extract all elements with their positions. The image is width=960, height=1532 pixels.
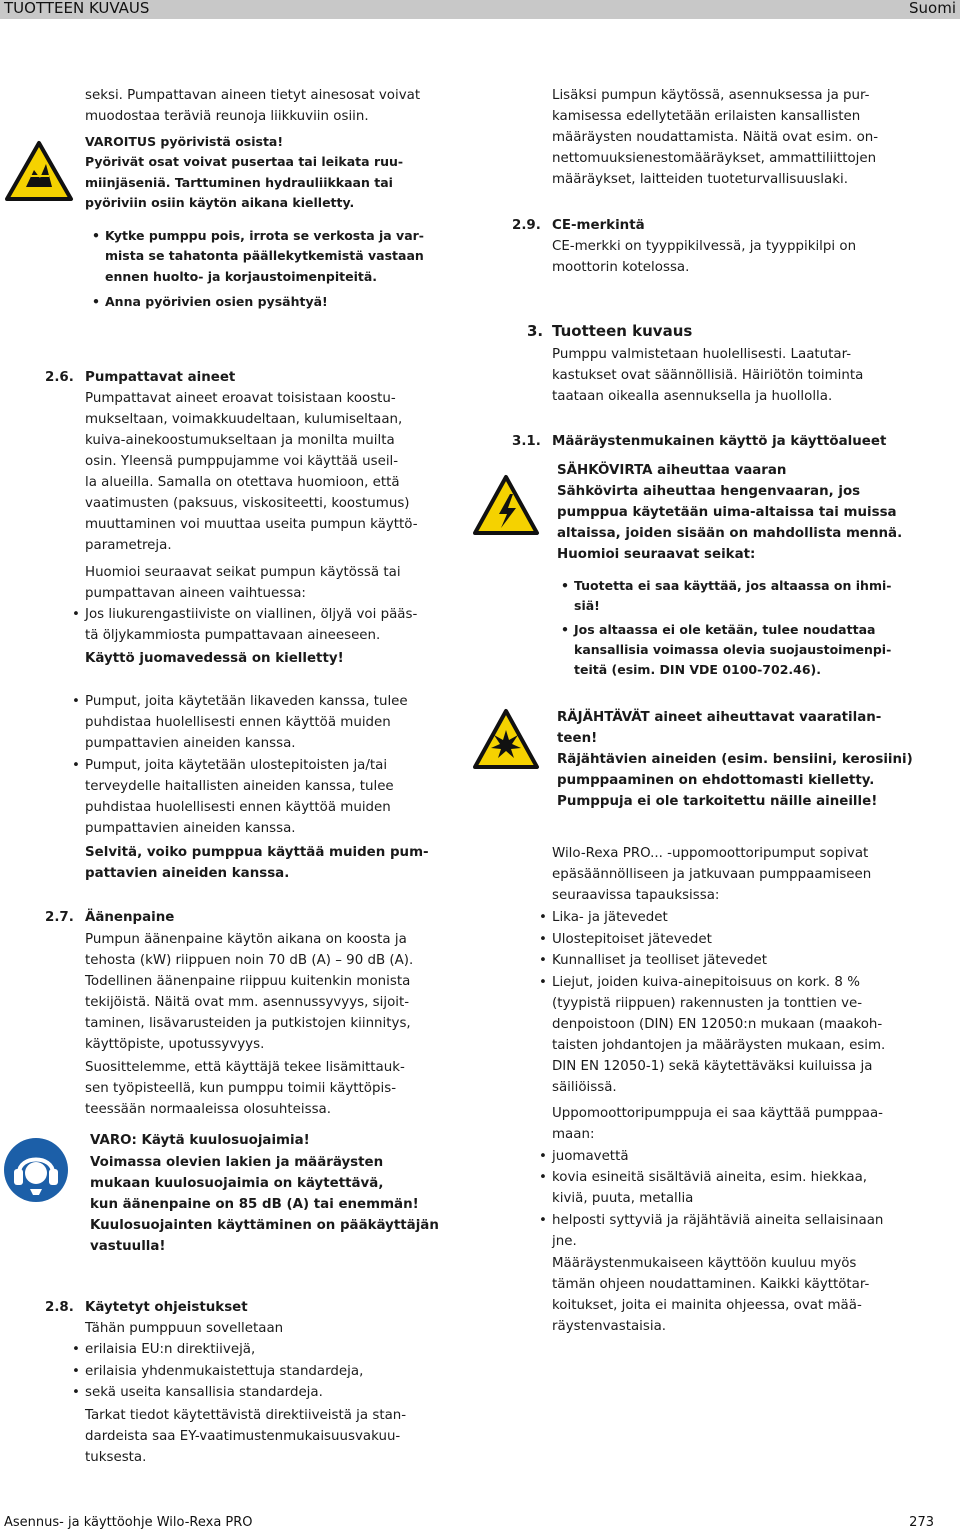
paragraph-line: käyttöpiste, upotussyvyys.: [85, 1037, 265, 1052]
paragraph-line: määräysten noudattamista. Näitä ovat esim. on-: [552, 130, 879, 145]
list-item: • Liejut, joiden kuiva-ainepitoisuus on kork. 8 %: [552, 972, 860, 993]
paragraph-line: dardeista saa EY-vaatimustenmukaisuusvakuu-: [85, 1429, 401, 1444]
page-footer: [4, 1515, 934, 1530]
warning-text: Kuulosuojainten käyttäminen on pääkäyttäjän: [90, 1218, 439, 1233]
list-item: • Pumput, joita käytetään ulostepitoisten ja/tai: [85, 755, 387, 776]
list-item: kiviä, puuta, metallia: [552, 1191, 694, 1206]
list-item: tä öljykammiosta pumpattavaan aineeseen.: [85, 628, 381, 643]
paragraph-line: Wilo-Rexa PRO... -uppomoottoripumput sopivat: [552, 846, 869, 861]
warning-text: Pumppuja ei ole tarkoitettu näille aineille!: [557, 794, 878, 809]
section-title: Käytetyt ohjeistukset: [85, 1300, 248, 1315]
paragraph-line: Suosittelemme, että käyttäjä tekee lisämittauk-: [85, 1060, 405, 1075]
paragraph-line: tekijöistä. Näitä ovat mm. asennussyvyys, sijoit-: [85, 995, 410, 1010]
section-number: 2.9.: [512, 218, 541, 233]
paragraph-line: teessään normaaleissa olosuhteissa.: [85, 1102, 332, 1117]
list-item: denpoistoon (DIN) EN 12050:n mukaan (maakoh-: [552, 1017, 883, 1032]
paragraph-line: Huomioi seuraavat seikat pumpun käytössä tai: [85, 565, 401, 580]
paragraph-line: Määräystenmukaiseen käyttöön kuuluu myös: [552, 1256, 857, 1271]
warning-bullet: • Tuotetta ei saa käyttää, jos altaassa on ihmi-: [574, 576, 891, 597]
paragraph-line: la alueilla. Samalla on otettava huomioon, että: [85, 475, 400, 490]
warning-text: kun äänenpaine on 85 dB (A) tai enemmän!: [90, 1197, 419, 1212]
paragraph-line: koitukset, joita ei mainita ohjeessa, ovat mää-: [552, 1298, 862, 1313]
warning-bullet: • Kytke pumppu pois, irrota se verkosta ja var-: [105, 226, 424, 247]
warning-title: VARO: Käytä kuulosuojaimia!: [90, 1133, 310, 1148]
list-item: • erilaisia yhdenmukaistettuja standardeja,: [85, 1361, 363, 1382]
chapter-number: 3.: [527, 322, 544, 340]
paragraph-line: vaatimusten (paksuus, viskositeetti, koostumus): [85, 496, 410, 511]
bold-note: Käyttö juomavedessä on kielletty!: [85, 651, 344, 666]
list-item: DIN EN 12050-1) sekä käytettäväksi kuiluissa ja: [552, 1059, 873, 1074]
paragraph-line: muuttaminen voi muuttaa useita pumpun käyttö-: [85, 517, 418, 532]
warning-text: Sähkövirta aiheuttaa hengenvaaran, jos: [557, 484, 861, 499]
warning-bullet: • Anna pyörivien osien pysähtyä!: [105, 292, 328, 313]
list-item: säiliöissä.: [552, 1080, 617, 1095]
list-item: • erilaisia EU:n direktiivejä,: [85, 1339, 255, 1360]
header-language: Suomi: [909, 0, 956, 17]
warning-text: pumppaaminen on ehdottomasti kielletty.: [557, 773, 875, 788]
paragraph-line: räystenvastaisia.: [552, 1319, 667, 1334]
list-item: jne.: [552, 1234, 577, 1249]
paragraph-line: Pumppu valmistetaan huolellisesti. Laatutar-: [552, 347, 852, 362]
list-item: terveydelle haitallisten aineiden kanssa, tulee: [85, 779, 394, 794]
electric-hazard-icon: [472, 474, 540, 536]
warning-text: Huomioi seuraavat seikat:: [557, 547, 756, 562]
section-title: Pumpattavat aineet: [85, 370, 236, 385]
warning-bullet: mista se tahatonta päällekytkemistä vastaan: [105, 248, 424, 263]
list-item: • Lika- ja jätevedet: [552, 907, 668, 928]
intro-line: muodostaa teräviä reunoja liikkuviin osiin.: [85, 109, 369, 124]
list-item: puhdistaa huolellisesti ennen käyttöä muiden: [85, 715, 391, 730]
list-item: • Ulostepitoiset jätevedet: [552, 929, 712, 950]
page-number: 273: [909, 1515, 934, 1530]
paragraph-line: kamisessa edellytetään erilaisten kansallisten: [552, 109, 861, 124]
warning-text: vastuulla!: [90, 1239, 166, 1254]
warning-text: mukaan kuulosuojaimia on käytettävä,: [90, 1176, 384, 1191]
warning-bullet: siä!: [574, 598, 600, 613]
paragraph-line: kuiva-ainekoostumukseltaan ja monilta muilta: [85, 433, 395, 448]
paragraph-line: Todellinen äänenpaine riippuu kuitenkin monista: [85, 974, 411, 989]
section-number: 2.7.: [45, 910, 74, 925]
paragraph-line: Pumpun äänenpaine käytön aikana on koosta ja: [85, 932, 407, 947]
paragraph-line: epäsäännölliseen ja jatkuvaan pumppaamiseen: [552, 867, 872, 882]
list-item: • kovia esineitä sisältäviä aineita, esim. hiekkaa,: [552, 1167, 867, 1188]
paragraph-line: taataan oikealla asennuksella ja huollolla.: [552, 389, 833, 404]
warning-title: RÄJÄHTÄVÄT aineet aiheuttavat vaaratilan-: [557, 710, 882, 725]
list-item: taisten johdantojen ja määräysten mukaan, esim.: [552, 1038, 886, 1053]
paragraph-line: osin. Yleensä pumppujamme voi käyttää useil-: [85, 454, 399, 469]
paragraph-line: pumpattavan aineen vaihtuessa:: [85, 586, 306, 601]
list-item: • Jos liukurengastiiviste on viallinen, öljyä voi pääs-: [85, 604, 417, 625]
bold-note: Selvitä, voiko pumppua käyttää muiden pum-: [85, 845, 429, 860]
paragraph-line: tuksesta.: [85, 1450, 147, 1465]
paragraph-line: kastukset ovat säännöllisiä. Häiriötön toiminta: [552, 368, 864, 383]
hand-crush-warning-icon: [4, 140, 74, 202]
paragraph-line: taminen, lisävarusteiden ja putkistojen kiinnitys,: [85, 1016, 411, 1031]
paragraph-line: Tähän pumppuun sovelletaan: [85, 1321, 284, 1336]
paragraph-line: sen työpisteellä, kun pumppu toimii käyttöpis-: [85, 1081, 397, 1096]
list-item: pumpattavien aineiden kanssa.: [85, 821, 296, 836]
list-item: • helposti syttyviä ja räjähtäviä aineita sellaisinaan: [552, 1210, 883, 1231]
section-title: Määräystenmukainen käyttö ja käyttöalueet: [552, 434, 887, 449]
bold-note: pattavien aineiden kanssa.: [85, 866, 290, 881]
paragraph-line: Lisäksi pumpun käytössä, asennuksessa ja pur-: [552, 88, 870, 103]
warning-text: Voimassa olevien lakien ja määräysten: [90, 1155, 384, 1170]
footer-document-title: Asennus- ja käyttöohje Wilo-Rexa PRO: [4, 1515, 253, 1530]
paragraph-line: Tarkat tiedot käytettävistä direktiiveistä ja stan-: [85, 1408, 407, 1423]
section-title: CE-merkintä: [552, 218, 645, 233]
paragraph-line: tehosta (kW) riippuen noin 70 dB (A) – 90 dB (A).: [85, 953, 414, 968]
paragraph-line: Uppomoottoripumppuja ei saa käyttää pumppaa-: [552, 1106, 883, 1121]
paragraph-line: määräykset, laitteiden tuoteturvallisuuslaki.: [552, 172, 848, 187]
section-number: 3.1.: [512, 434, 541, 449]
list-item: pumpattavien aineiden kanssa.: [85, 736, 296, 751]
warning-text: miinjäseniä. Tarttuminen hydrauliikkaan tai: [85, 175, 393, 190]
list-item: • Pumput, joita käytetään likaveden kanssa, tulee: [85, 691, 408, 712]
warning-text: Pyörivät osat voivat pusertaa tai leikata ruu-: [85, 154, 404, 169]
header-section-title: TUOTTEEN KUVAUS: [4, 0, 150, 17]
explosion-hazard-icon: [472, 708, 540, 770]
warning-title: SÄHKÖVIRTA aiheuttaa vaaran: [557, 463, 787, 478]
paragraph-line: CE-merkki on tyyppikilvessä, ja tyyppikilpi on: [552, 239, 857, 254]
chapter-title: Tuotteen kuvaus: [552, 322, 693, 340]
warning-bullet: • Jos altaassa ei ole ketään, tulee noudattaa: [574, 620, 875, 641]
warning-bullet: ennen huolto- ja korjaustoimenpiteitä.: [105, 269, 378, 284]
paragraph-line: parametreja.: [85, 538, 172, 553]
section-title: Äänenpaine: [85, 910, 175, 925]
paragraph-line: nettomuuksienestomääräykset, ammattiliittojen: [552, 151, 877, 166]
list-item: puhdistaa huolellisesti ennen käyttöä muiden: [85, 800, 391, 815]
warning-title: teen!: [557, 731, 598, 746]
list-item: (tyypistä riippuen) rakennusten ja tonttien ve-: [552, 996, 863, 1011]
warning-text: pumppua käytetään uima-altaissa tai muissa: [557, 505, 897, 520]
paragraph-line: mukseltaan, voimakkuudeltaan, kulumiseltaan,: [85, 412, 403, 427]
paragraph-line: seuraavissa tapauksissa:: [552, 888, 720, 903]
intro-line: seksi. Pumpattavan aineen tietyt ainesosat voivat: [85, 88, 421, 103]
list-item: • sekä useita kansallisia standardeja.: [85, 1382, 323, 1403]
warning-text: altaissa, joiden sisään on mahdollista mennä.: [557, 526, 903, 541]
section-number: 2.8.: [45, 1300, 74, 1315]
warning-title: VAROITUS pyörivistä osista!: [85, 134, 284, 149]
list-item: • Kunnalliset ja teolliset jätevedet: [552, 950, 767, 971]
paragraph-line: maan:: [552, 1127, 595, 1142]
warning-text: pyöriviin osiin käytön aikana kielletty.: [85, 195, 355, 210]
paragraph-line: tämän ohjeen noudattaminen. Kaikki käyttötar-: [552, 1277, 870, 1292]
warning-text: Räjähtävien aineiden (esim. bensiini, kerosiini): [557, 752, 913, 767]
section-number: 2.6.: [45, 370, 74, 385]
page-header: [0, 0, 960, 19]
paragraph-line: moottorin kotelossa.: [552, 260, 690, 275]
ear-protection-icon: [3, 1137, 69, 1203]
warning-bullet: teitä (esim. DIN VDE 0100-702.46).: [574, 662, 821, 677]
paragraph-line: Pumpattavat aineet eroavat toisistaan koostu-: [85, 391, 396, 406]
list-item: • juomavettä: [552, 1146, 629, 1167]
warning-bullet: kansallisia voimassa olevia suojaustoimenpi-: [574, 642, 892, 657]
